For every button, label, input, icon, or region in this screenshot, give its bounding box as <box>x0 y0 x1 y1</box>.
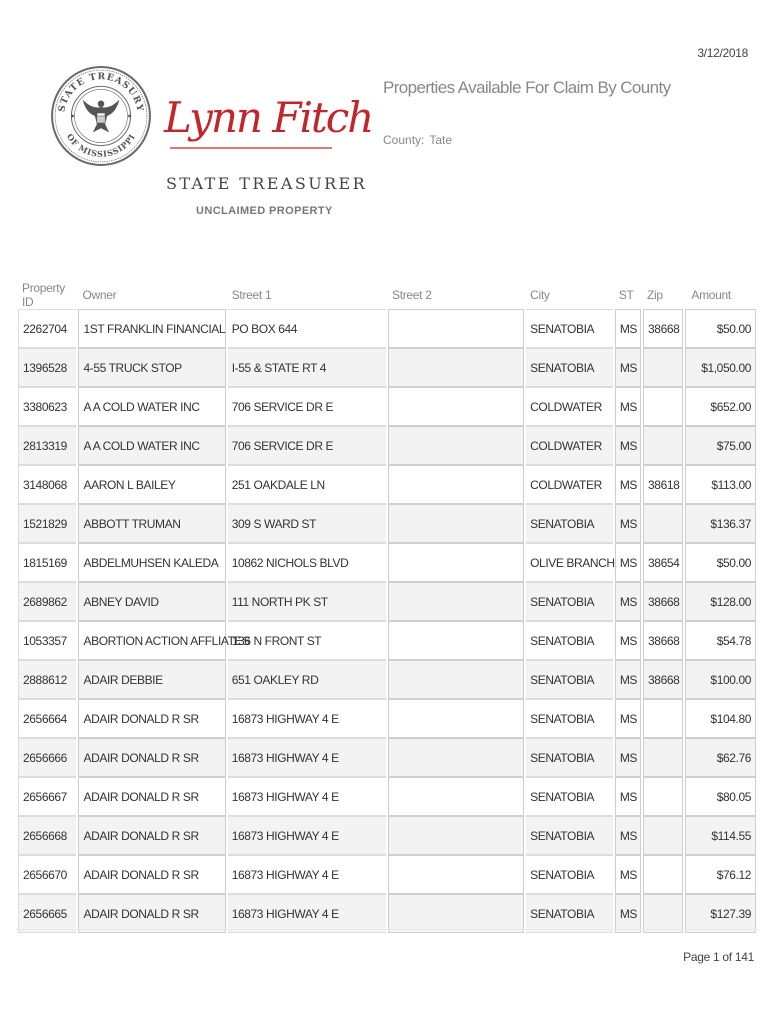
cell-zip: 38668 <box>643 309 683 348</box>
lynn-fitch-signature <box>160 74 373 156</box>
cell-street2 <box>388 348 524 387</box>
cell-zip <box>643 894 683 933</box>
cell-street2 <box>388 387 524 426</box>
cell-street2 <box>388 426 524 465</box>
cell-property-id: 3380623 <box>18 387 76 426</box>
cell-property-id: 2813319 <box>18 426 76 465</box>
column-header-property-id: Property ID <box>22 281 65 309</box>
cell-amount: $128.00 <box>685 582 756 621</box>
table-row <box>18 660 756 699</box>
cell-state: MS <box>615 504 641 543</box>
table-row <box>18 777 756 816</box>
cell-city: COLDWATER <box>526 387 613 426</box>
unclaimed-property-subtitle: UNCLAIMED PROPERTY <box>196 205 333 217</box>
cell-city: COLDWATER <box>526 426 613 465</box>
cell-state: MS <box>615 738 641 777</box>
cell-city: SENATOBIA <box>526 660 613 699</box>
cell-state: MS <box>615 543 641 582</box>
cell-zip <box>643 426 683 465</box>
cell-street2 <box>388 543 524 582</box>
cell-state: MS <box>615 855 641 894</box>
table-row <box>18 738 756 777</box>
cell-state: MS <box>615 465 641 504</box>
table-row <box>18 465 756 504</box>
cell-zip <box>643 738 683 777</box>
cell-zip: 38668 <box>643 621 683 660</box>
cell-owner: ADAIR DONALD R SR <box>78 777 225 816</box>
cell-street2 <box>388 582 524 621</box>
cell-zip <box>643 816 683 855</box>
cell-owner: ADAIR DONALD R SR <box>78 855 225 894</box>
cell-owner: A A COLD WATER INC <box>78 426 225 465</box>
table-row <box>18 426 756 465</box>
cell-street1: PO BOX 644 <box>228 309 386 348</box>
seal-text-bottom: OF MISSISSIPPI <box>64 131 138 159</box>
cell-city: SENATOBIA <box>526 816 613 855</box>
cell-street2 <box>388 699 524 738</box>
cell-property-id: 2656670 <box>18 855 76 894</box>
cell-amount: $54.78 <box>685 621 756 660</box>
cell-street1: 251 OAKDALE LN <box>228 465 386 504</box>
cell-amount: $100.00 <box>685 660 756 699</box>
cell-street2 <box>388 738 524 777</box>
cell-state: MS <box>615 426 641 465</box>
cell-zip <box>643 777 683 816</box>
cell-street1: 16873 HIGHWAY 4 E <box>228 855 386 894</box>
cell-street1: 136 N FRONT ST <box>228 621 386 660</box>
cell-owner: ADAIR DONALD R SR <box>78 738 225 777</box>
cell-property-id: 2689862 <box>18 582 76 621</box>
state-treasury-seal <box>50 65 152 167</box>
cell-city: SENATOBIA <box>526 738 613 777</box>
cell-city: SENATOBIA <box>526 894 613 933</box>
cell-city: SENATOBIA <box>526 621 613 660</box>
cell-street1: 706 SERVICE DR E <box>228 387 386 426</box>
cell-owner: ADAIR DEBBIE <box>78 660 225 699</box>
table-row <box>18 699 756 738</box>
column-header-street2: Street 2 <box>392 288 432 302</box>
cell-city: SENATOBIA <box>526 855 613 894</box>
cell-city: SENATOBIA <box>526 309 613 348</box>
cell-property-id: 3148068 <box>18 465 76 504</box>
cell-state: MS <box>615 660 641 699</box>
table-row <box>18 621 756 660</box>
cell-property-id: 1396528 <box>18 348 76 387</box>
table-row <box>18 855 756 894</box>
column-header-city: City <box>530 288 550 302</box>
cell-street1: 16873 HIGHWAY 4 E <box>228 777 386 816</box>
cell-state: MS <box>615 621 641 660</box>
cell-street1: 16873 HIGHWAY 4 E <box>228 738 386 777</box>
cell-property-id: 2656666 <box>18 738 76 777</box>
cell-owner: ABDELMUHSEN KALEDA <box>78 543 225 582</box>
cell-state: MS <box>615 777 641 816</box>
column-header-zip: Zip <box>647 288 663 302</box>
column-header-amount: Amount <box>691 288 731 302</box>
footer-divider <box>16 929 758 930</box>
properties-table <box>16 281 758 933</box>
cell-amount: $136.37 <box>685 504 756 543</box>
cell-state: MS <box>615 699 641 738</box>
cell-state: MS <box>615 816 641 855</box>
cell-zip: 38618 <box>643 465 683 504</box>
cell-street1: 111 NORTH PK ST <box>228 582 386 621</box>
cell-owner: 4-55 TRUCK STOP <box>78 348 225 387</box>
state-treasurer-title: STATE TREASURER <box>166 174 368 193</box>
column-header-street1: Street 1 <box>231 288 272 302</box>
cell-property-id: 2656665 <box>18 894 76 933</box>
cell-street2 <box>388 855 524 894</box>
cell-owner: ADAIR DONALD R SR <box>78 894 225 933</box>
cell-state: MS <box>615 387 641 426</box>
cell-street2 <box>388 660 524 699</box>
county-value: Tate <box>429 133 453 147</box>
cell-street1: 16873 HIGHWAY 4 E <box>228 816 386 855</box>
cell-street1: 651 OAKLEY RD <box>228 660 386 699</box>
page-number: Page 1 of 141 <box>683 950 754 964</box>
cell-zip: 38654 <box>643 543 683 582</box>
cell-owner: ADAIR DONALD R SR <box>78 699 225 738</box>
cell-amount: $127.39 <box>685 894 756 933</box>
cell-owner: ADAIR DONALD R SR <box>78 816 225 855</box>
cell-property-id: 2888612 <box>18 660 76 699</box>
cell-street1: I-55 & STATE RT 4 <box>228 348 386 387</box>
cell-owner: ABORTION ACTION AFFLIATES <box>78 621 225 660</box>
cell-amount: $80.05 <box>685 777 756 816</box>
cell-amount: $50.00 <box>685 543 756 582</box>
table-row <box>18 504 756 543</box>
cell-city: COLDWATER <box>526 465 613 504</box>
cell-street2 <box>388 894 524 933</box>
cell-owner: 1ST FRANKLIN FINANCIAL <box>78 309 225 348</box>
cell-amount: $652.00 <box>685 387 756 426</box>
cell-amount: $62.76 <box>685 738 756 777</box>
cell-city: SENATOBIA <box>526 348 613 387</box>
cell-city: OLIVE BRANCH <box>526 543 613 582</box>
seal-text-top: STATE TREASURY <box>56 71 146 114</box>
cell-street1: 16873 HIGHWAY 4 E <box>228 699 386 738</box>
cell-street2 <box>388 621 524 660</box>
report-title: Properties Available For Claim By County <box>383 78 671 97</box>
column-header-owner: Owner <box>82 288 117 302</box>
cell-city: SENATOBIA <box>526 504 613 543</box>
cell-zip <box>643 855 683 894</box>
cell-zip <box>643 387 683 426</box>
cell-zip <box>643 504 683 543</box>
cell-property-id: 2656668 <box>18 816 76 855</box>
cell-street1: 706 SERVICE DR E <box>228 426 386 465</box>
table-header-row <box>18 281 756 309</box>
cell-amount: $114.55 <box>685 816 756 855</box>
cell-owner: AARON L BAILEY <box>78 465 225 504</box>
cell-amount: $113.00 <box>685 465 756 504</box>
cell-street2 <box>388 504 524 543</box>
cell-street1: 16873 HIGHWAY 4 E <box>228 894 386 933</box>
cell-state: MS <box>615 348 641 387</box>
cell-zip: 38668 <box>643 582 683 621</box>
table-row <box>18 348 756 387</box>
cell-state: MS <box>615 582 641 621</box>
cell-city: SENATOBIA <box>526 582 613 621</box>
cell-city: SENATOBIA <box>526 699 613 738</box>
column-header-state: ST <box>618 288 634 302</box>
county-line <box>383 133 452 147</box>
cell-property-id: 2656667 <box>18 777 76 816</box>
table-row <box>18 582 756 621</box>
cell-street2 <box>388 309 524 348</box>
cell-zip: 38668 <box>643 660 683 699</box>
cell-street2 <box>388 465 524 504</box>
cell-zip <box>643 699 683 738</box>
report-date: 3/12/2018 <box>697 46 748 60</box>
cell-street1: 309 S WARD ST <box>228 504 386 543</box>
cell-property-id: 1815169 <box>18 543 76 582</box>
cell-property-id: 1053357 <box>18 621 76 660</box>
cell-amount: $76.12 <box>685 855 756 894</box>
cell-amount: $50.00 <box>685 309 756 348</box>
cell-zip <box>643 348 683 387</box>
cell-amount: $1,050.00 <box>685 348 756 387</box>
cell-property-id: 2656664 <box>18 699 76 738</box>
cell-state: MS <box>615 894 641 933</box>
table-row <box>18 894 756 933</box>
cell-property-id: 2262704 <box>18 309 76 348</box>
cell-street2 <box>388 816 524 855</box>
cell-owner: A A COLD WATER INC <box>78 387 225 426</box>
cell-property-id: 1521829 <box>18 504 76 543</box>
table-body <box>18 309 756 933</box>
cell-state: MS <box>615 309 641 348</box>
cell-street1: 10862 NICHOLS BLVD <box>228 543 386 582</box>
cell-amount: $75.00 <box>685 426 756 465</box>
county-label: County: <box>383 133 425 147</box>
cell-owner: ABBOTT TRUMAN <box>78 504 225 543</box>
signature-text: Lynn Fitch <box>164 93 373 142</box>
cell-owner: ABNEY DAVID <box>78 582 225 621</box>
cell-amount: $104.80 <box>685 699 756 738</box>
table-row <box>18 543 756 582</box>
table-row <box>18 816 756 855</box>
table-row <box>18 387 756 426</box>
cell-street2 <box>388 777 524 816</box>
cell-city: SENATOBIA <box>526 777 613 816</box>
table-row <box>18 309 756 348</box>
